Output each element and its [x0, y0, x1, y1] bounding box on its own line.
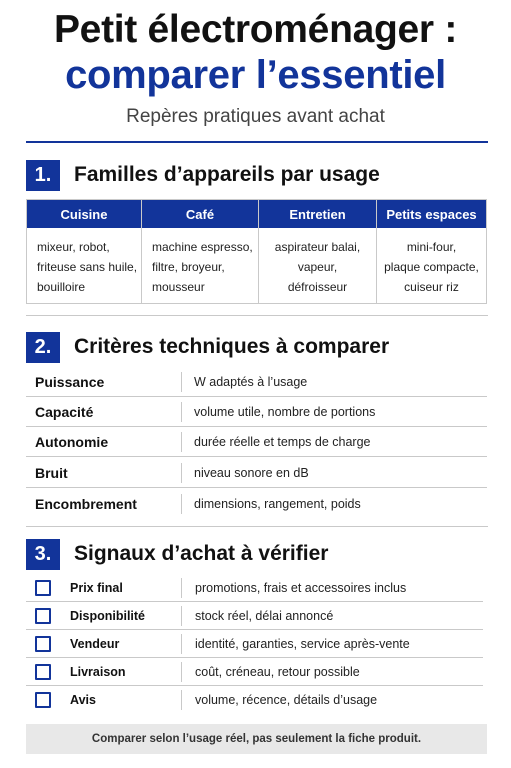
row-separator: [181, 606, 182, 626]
page-title: Petit électroménager :: [53, 8, 458, 51]
row-separator: [181, 372, 182, 392]
family-line: mini-four,: [406, 240, 457, 254]
section-3-number: 3.: [26, 539, 60, 570]
signal-row: [26, 630, 483, 658]
checkbox-avis[interactable]: [35, 692, 51, 708]
signal-value: identité, garanties, service après-vente: [195, 637, 410, 651]
row-separator: [181, 690, 182, 710]
row-separator: [181, 463, 182, 483]
family-header: Café: [142, 200, 258, 228]
family-header: Petits espaces: [377, 200, 486, 228]
family-line: mixeur, robot,: [37, 240, 110, 254]
section-1-header: [26, 159, 380, 191]
signal-label: Vendeur: [70, 637, 120, 651]
family-line: filtre, broyeur,: [152, 260, 225, 274]
checkbox-prix-final[interactable]: [35, 580, 51, 596]
criteria-label: Autonomie: [35, 434, 109, 450]
section-2-title: Critères techniques à comparer: [74, 335, 390, 358]
signal-row: [26, 686, 483, 714]
section-2-header: [26, 331, 389, 363]
signal-row: [26, 602, 483, 630]
row-separator: [181, 432, 182, 452]
section-1-title: Familles d’appareils par usage: [74, 163, 380, 186]
row-separator: [181, 634, 182, 654]
criteria-label: Capacité: [35, 404, 94, 420]
family-line: aspirateur balai,: [274, 240, 361, 254]
family-body: [142, 228, 258, 297]
family-line: machine espresso,: [152, 240, 253, 254]
criteria-row: [26, 397, 487, 427]
signal-value: volume, récence, détails d’usage: [195, 693, 378, 707]
family-line: défroisseur: [287, 280, 348, 294]
criteria-row: [26, 458, 487, 488]
signal-value: coût, créneau, retour possible: [195, 665, 360, 679]
signal-label: Livraison: [70, 665, 126, 679]
section-2-number: 2.: [26, 332, 60, 363]
family-body: [377, 228, 486, 297]
family-line: plaque compacte,: [384, 260, 479, 274]
checkbox-vendeur[interactable]: [35, 636, 51, 652]
page-title-accent: comparer l’essentiel: [65, 53, 446, 97]
family-body: [27, 228, 141, 297]
family-column-cafe: [142, 200, 259, 303]
family-line: mousseur: [152, 280, 205, 294]
signal-label: Disponibilité: [70, 609, 145, 623]
page-subtitle: Repères pratiques avant achat: [126, 106, 385, 127]
criteria-value: W adaptés à l’usage: [194, 375, 308, 389]
family-column-entretien: [259, 200, 377, 303]
criteria-label: Puissance: [35, 374, 105, 390]
section-3-header: [26, 538, 328, 570]
signal-row: [26, 658, 483, 686]
row-separator: [181, 494, 182, 514]
criteria-label: Encombrement: [35, 496, 137, 512]
signal-label: Prix final: [70, 581, 123, 595]
row-separator: [181, 402, 182, 422]
signal-value: promotions, frais et accessoires inclus: [195, 581, 407, 595]
title-divider: [26, 141, 488, 143]
signal-value: stock réel, délai annoncé: [195, 609, 334, 623]
criteria-value: dimensions, rangement, poids: [194, 497, 361, 511]
criteria-row: [26, 427, 487, 457]
family-column-cuisine: [27, 200, 142, 303]
family-header: Cuisine: [27, 200, 141, 228]
row-separator: [181, 662, 182, 682]
row-separator: [181, 578, 182, 598]
family-body: [259, 228, 376, 297]
family-header: Entretien: [259, 200, 376, 228]
footer-note: Comparer selon l’usage réel, pas seulement la fiche produit.: [26, 724, 487, 754]
families-table: [26, 199, 487, 304]
criteria-row: [26, 367, 487, 397]
family-line: friteuse sans huile,: [37, 260, 138, 274]
section-1-number: 1.: [26, 160, 60, 191]
family-column-petits-espaces: [377, 200, 486, 303]
signal-label: Avis: [70, 693, 96, 707]
criteria-value: volume utile, nombre de portions: [194, 405, 376, 419]
criteria-label: Bruit: [35, 465, 68, 481]
criteria-value: durée réelle et temps de charge: [194, 435, 371, 449]
section-divider: [26, 315, 488, 316]
signal-row: [26, 574, 483, 602]
criteria-row: [26, 489, 487, 519]
section-divider: [26, 526, 488, 527]
family-line: bouilloire: [37, 280, 86, 294]
checkbox-disponibilite[interactable]: [35, 608, 51, 624]
checkbox-livraison[interactable]: [35, 664, 51, 680]
criteria-value: niveau sonore en dB: [194, 466, 309, 480]
section-3-title: Signaux d’achat à vérifier: [74, 542, 329, 565]
family-line: vapeur,: [297, 260, 338, 274]
family-line: cuiseur riz: [404, 280, 459, 294]
